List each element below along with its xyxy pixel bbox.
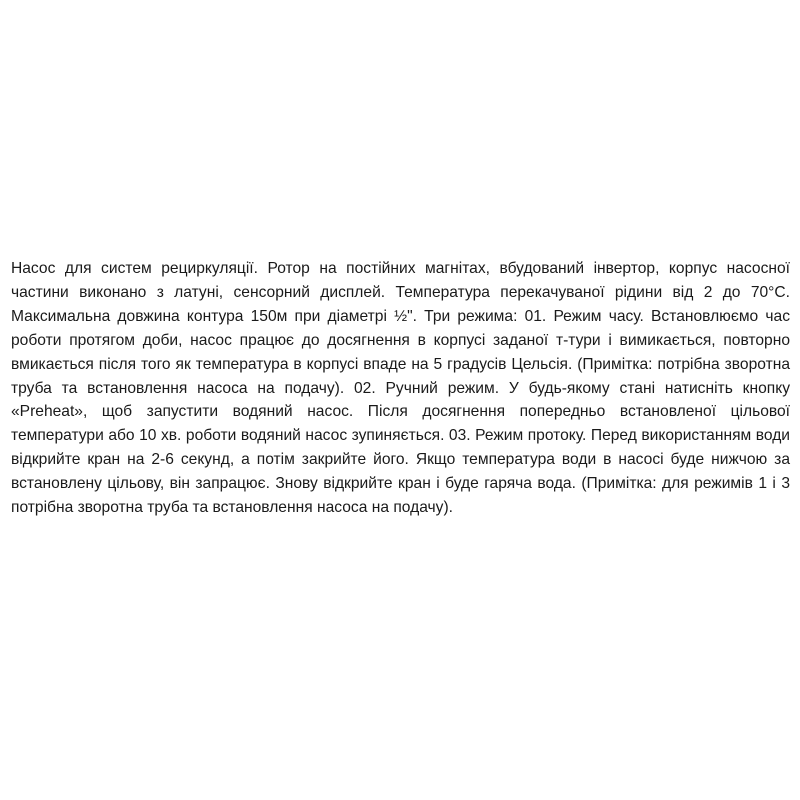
- product-description-text: Насос для систем рециркуляції. Ротор на постійних магнітах, вбудований інвертор, корпус насосної частини виконано з латуні, сенсорний дисплей. Температура перекачуваної рідини від 2 до 70°С. Максимальна довжина контура 150м при діаметрі ½". Три режима: 01. Режим часу. Встановлюємо час роботи протягом доби, насос працює до досягнення в корпусі заданої т-тури і вимикається, повторно вмикається після того як температура в корпусі впаде на 5 градусів Цельсія. (Примітка: потрібна зворотна труба та встановлення насоса на подачу). 02. Ручний режим. У будь-якому стані натисніть кнопку «Preheat», щоб запустити водяний насос. Після досягнення попередньо встановленої цільової температури або 10 хв. роботи водяний насос зупиняється. 03. Режим протоку. Перед використанням води відкрийте кран на 2-6 секунд, а потім закрийте його. Якщо температура води в насосі буде нижчою за встановлену цільову, він запрацює. Знову відкрийте кран і буде гаряча вода. (Примітка: для режимів 1 і 3 потрібна зворотна труба та встановлення насоса на подачу).: [11, 260, 790, 517]
